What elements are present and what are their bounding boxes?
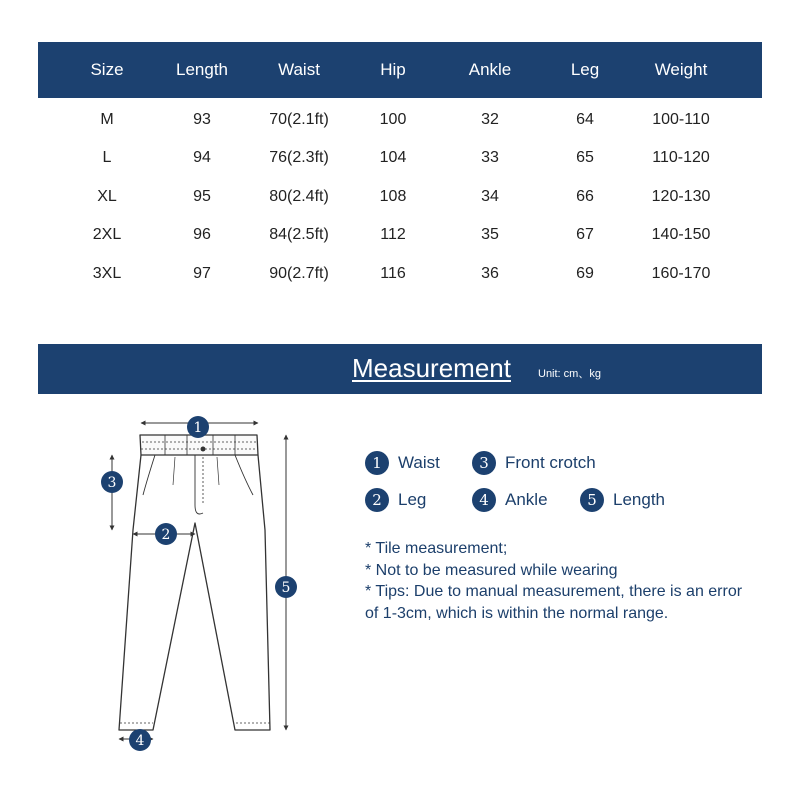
cell-leg: 65 bbox=[576, 149, 594, 166]
legend-item-waist bbox=[365, 450, 440, 476]
column-header-length: Length bbox=[176, 60, 228, 79]
legend-item-front-crotch bbox=[472, 450, 596, 476]
svg-text:2: 2 bbox=[161, 527, 171, 543]
svg-text:3: 3 bbox=[107, 475, 117, 491]
table-row bbox=[0, 220, 800, 250]
legend-label: Length bbox=[613, 490, 665, 509]
cell-size: 2XL bbox=[92, 226, 122, 243]
diagram-marker-2 bbox=[155, 523, 177, 545]
table-row bbox=[0, 182, 800, 212]
cell-size: M bbox=[100, 111, 114, 128]
cell-ankle: 36 bbox=[481, 265, 499, 282]
cell-size: 3XL bbox=[92, 265, 122, 282]
cell-waist: 80(2.4ft) bbox=[269, 188, 329, 205]
table-row bbox=[0, 105, 800, 135]
legend-item-ankle bbox=[472, 487, 548, 513]
number-badge: 2 bbox=[365, 488, 389, 512]
cell-hip: 116 bbox=[380, 265, 406, 282]
cell-waist: 76(2.3ft) bbox=[269, 149, 329, 166]
legend-item-length bbox=[580, 487, 665, 513]
table-row bbox=[0, 143, 800, 173]
cell-hip: 108 bbox=[379, 188, 407, 205]
cell-length: 96 bbox=[193, 226, 211, 243]
cell-length: 94 bbox=[193, 149, 211, 166]
cell-weight: 160-170 bbox=[651, 265, 711, 282]
cell-weight: 120-130 bbox=[651, 188, 711, 205]
pants-diagram bbox=[95, 405, 310, 755]
cell-ankle: 33 bbox=[481, 149, 499, 166]
number-badge: 4 bbox=[472, 488, 496, 512]
cell-hip: 104 bbox=[379, 149, 407, 166]
unit-label: Unit: cm、kg bbox=[538, 368, 601, 380]
cell-ankle: 34 bbox=[481, 188, 499, 205]
measurement-banner bbox=[38, 344, 762, 394]
svg-text:5: 5 bbox=[281, 580, 291, 596]
cell-leg: 69 bbox=[576, 265, 594, 282]
cell-size: L bbox=[102, 149, 112, 166]
column-header-waist: Waist bbox=[278, 60, 320, 79]
column-header-hip: Hip bbox=[380, 60, 406, 79]
column-header-leg: Leg bbox=[570, 60, 600, 79]
number-badge: 1 bbox=[365, 451, 389, 475]
cell-waist: 70(2.1ft) bbox=[269, 111, 329, 128]
cell-weight: 100-110 bbox=[652, 111, 710, 128]
note-line: * Tips: Due to manual measurement, there is an error of 1-3cm, which is within the normal range. bbox=[365, 583, 743, 622]
svg-text:4: 4 bbox=[135, 733, 145, 749]
note-line: * Tile measurement; bbox=[365, 540, 508, 557]
cell-weight: 140-150 bbox=[651, 226, 711, 243]
cell-leg: 64 bbox=[576, 111, 594, 128]
diagram-marker-1 bbox=[187, 416, 209, 438]
legend-label: Front crotch bbox=[505, 453, 596, 472]
table-row bbox=[0, 259, 800, 289]
pants-outline-icon bbox=[119, 435, 270, 730]
cell-length: 95 bbox=[193, 188, 211, 205]
measurement-title: Measurement bbox=[352, 353, 511, 383]
cell-weight: 110-120 bbox=[652, 149, 710, 166]
diagram-marker-3 bbox=[101, 471, 123, 493]
number-badge: 3 bbox=[472, 451, 496, 475]
number-badge: 5 bbox=[580, 488, 604, 512]
cell-hip: 100 bbox=[379, 111, 407, 128]
cell-hip: 112 bbox=[380, 226, 406, 243]
legend-item-leg bbox=[365, 487, 426, 513]
column-header-weight: Weight bbox=[654, 60, 708, 79]
legend-label: Waist bbox=[398, 453, 440, 472]
cell-leg: 66 bbox=[576, 188, 594, 205]
column-header-size: Size bbox=[90, 60, 124, 79]
column-header-ankle: Ankle bbox=[468, 60, 512, 79]
measurement-notes bbox=[365, 538, 745, 624]
note-line: * Not to be measured while wearing bbox=[365, 561, 618, 579]
legend-label: Leg bbox=[398, 490, 427, 509]
cell-size: XL bbox=[97, 188, 117, 205]
diagram-marker-4 bbox=[129, 729, 151, 751]
svg-text:1: 1 bbox=[193, 420, 203, 436]
legend-label: Ankle bbox=[505, 490, 548, 509]
cell-leg: 67 bbox=[576, 226, 594, 243]
cell-ankle: 32 bbox=[481, 111, 499, 128]
cell-waist: 84(2.5ft) bbox=[269, 226, 329, 243]
cell-waist: 90(2.7ft) bbox=[269, 265, 329, 282]
cell-length: 97 bbox=[193, 265, 211, 282]
cell-ankle: 35 bbox=[481, 226, 499, 243]
diagram-marker-5 bbox=[275, 576, 297, 598]
button-icon bbox=[201, 447, 206, 452]
size-table-header bbox=[38, 42, 762, 98]
cell-length: 93 bbox=[193, 111, 211, 128]
